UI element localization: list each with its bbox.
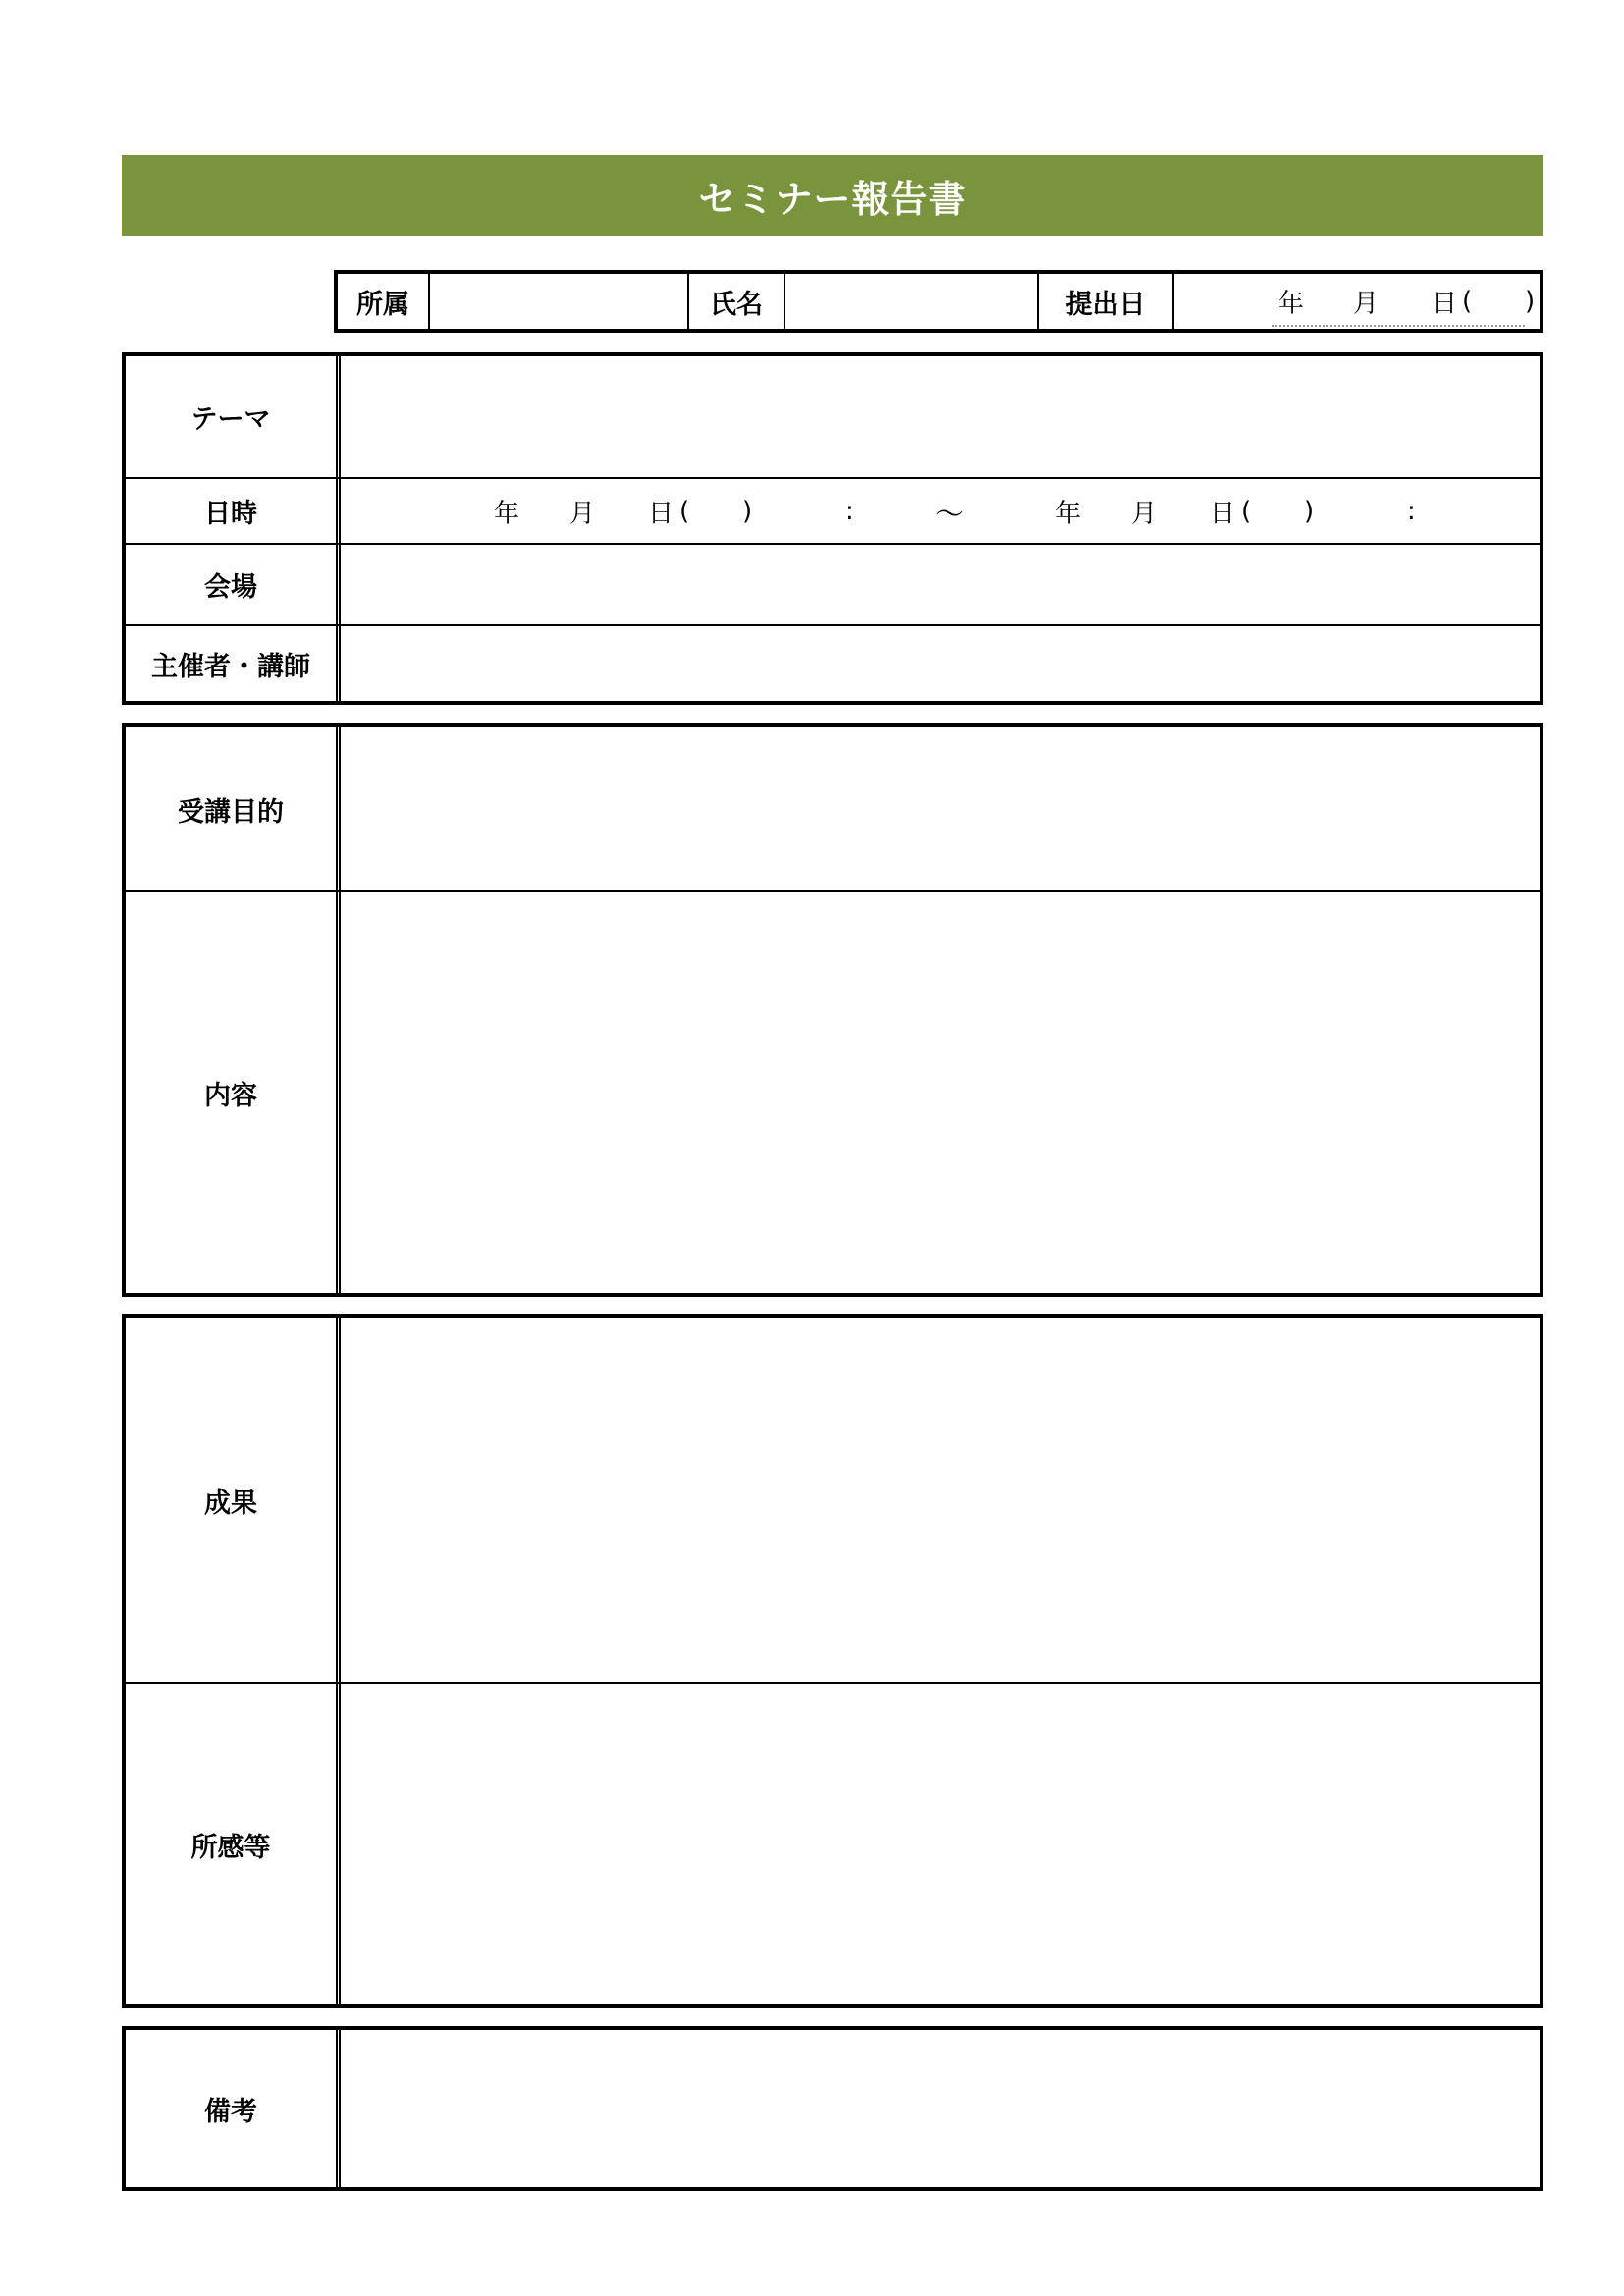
theme-label: テーマ bbox=[190, 404, 271, 435]
name-field[interactable] bbox=[784, 274, 1037, 329]
notes-label: 備考 bbox=[204, 2096, 257, 2127]
start-time-colon: : bbox=[845, 496, 854, 526]
submission-day-mark: 日 bbox=[1432, 289, 1458, 319]
results-section bbox=[122, 1314, 1543, 2008]
title-bar bbox=[122, 155, 1543, 236]
submission-paren-close: ) bbox=[1525, 287, 1536, 316]
content-row bbox=[126, 892, 1540, 1293]
theme-row bbox=[126, 356, 1540, 479]
organizer-label: 主催者・講師 bbox=[151, 651, 310, 682]
venue-label: 会場 bbox=[204, 572, 257, 603]
organizer-field[interactable] bbox=[341, 626, 1540, 701]
notes-field[interactable] bbox=[341, 2030, 1540, 2187]
end-year-mark: 年 bbox=[1056, 499, 1082, 528]
notes-section bbox=[122, 2026, 1543, 2191]
end-month-mark: 月 bbox=[1131, 499, 1158, 528]
end-paren-close: ) bbox=[1304, 496, 1315, 526]
datetime-range-tilde: ～ bbox=[935, 497, 964, 532]
datetime-field[interactable] bbox=[341, 479, 1540, 543]
affiliation-field[interactable] bbox=[428, 274, 687, 329]
end-time-colon: : bbox=[1407, 496, 1416, 526]
submission-paren-open: ( bbox=[1462, 287, 1473, 316]
event-info-section bbox=[122, 352, 1543, 705]
submission-month-mark: 月 bbox=[1353, 289, 1380, 319]
end-day-mark: 日 bbox=[1210, 499, 1236, 528]
start-year-mark: 年 bbox=[494, 499, 520, 528]
purpose-section bbox=[122, 723, 1543, 1297]
impressions-label: 所感等 bbox=[190, 1832, 271, 1863]
impressions-field[interactable] bbox=[341, 1684, 1540, 2004]
content-label: 内容 bbox=[204, 1080, 257, 1111]
notes-row bbox=[126, 2030, 1540, 2187]
impressions-row bbox=[126, 1684, 1540, 2004]
purpose-row bbox=[126, 727, 1540, 892]
venue-row bbox=[126, 545, 1540, 626]
purpose-field[interactable] bbox=[341, 727, 1540, 890]
datetime-label: 日時 bbox=[204, 499, 257, 529]
submission-date-underline bbox=[1272, 325, 1525, 327]
start-month-mark: 月 bbox=[569, 499, 596, 528]
name-label: 氏名 bbox=[687, 274, 784, 329]
submission-date-label: 提出日 bbox=[1037, 274, 1172, 329]
end-paren-open: ( bbox=[1241, 496, 1252, 526]
results-label: 成果 bbox=[204, 1488, 257, 1519]
page-title: セミナー報告書 bbox=[698, 177, 967, 221]
affiliation-label: 所属 bbox=[356, 289, 409, 320]
theme-field[interactable] bbox=[341, 356, 1540, 477]
results-field[interactable] bbox=[341, 1318, 1540, 1682]
start-paren-open: ( bbox=[679, 496, 690, 526]
submission-date-field[interactable] bbox=[1172, 274, 1540, 329]
purpose-label: 受講目的 bbox=[178, 796, 284, 828]
submission-year-mark: 年 bbox=[1278, 289, 1305, 319]
header-info-row bbox=[334, 270, 1543, 333]
results-row bbox=[126, 1318, 1540, 1684]
venue-field[interactable] bbox=[341, 545, 1540, 624]
content-field[interactable] bbox=[341, 892, 1540, 1293]
datetime-row bbox=[126, 479, 1540, 545]
start-paren-close: ) bbox=[742, 496, 753, 526]
organizer-row bbox=[126, 626, 1540, 701]
start-day-mark: 日 bbox=[648, 499, 675, 528]
